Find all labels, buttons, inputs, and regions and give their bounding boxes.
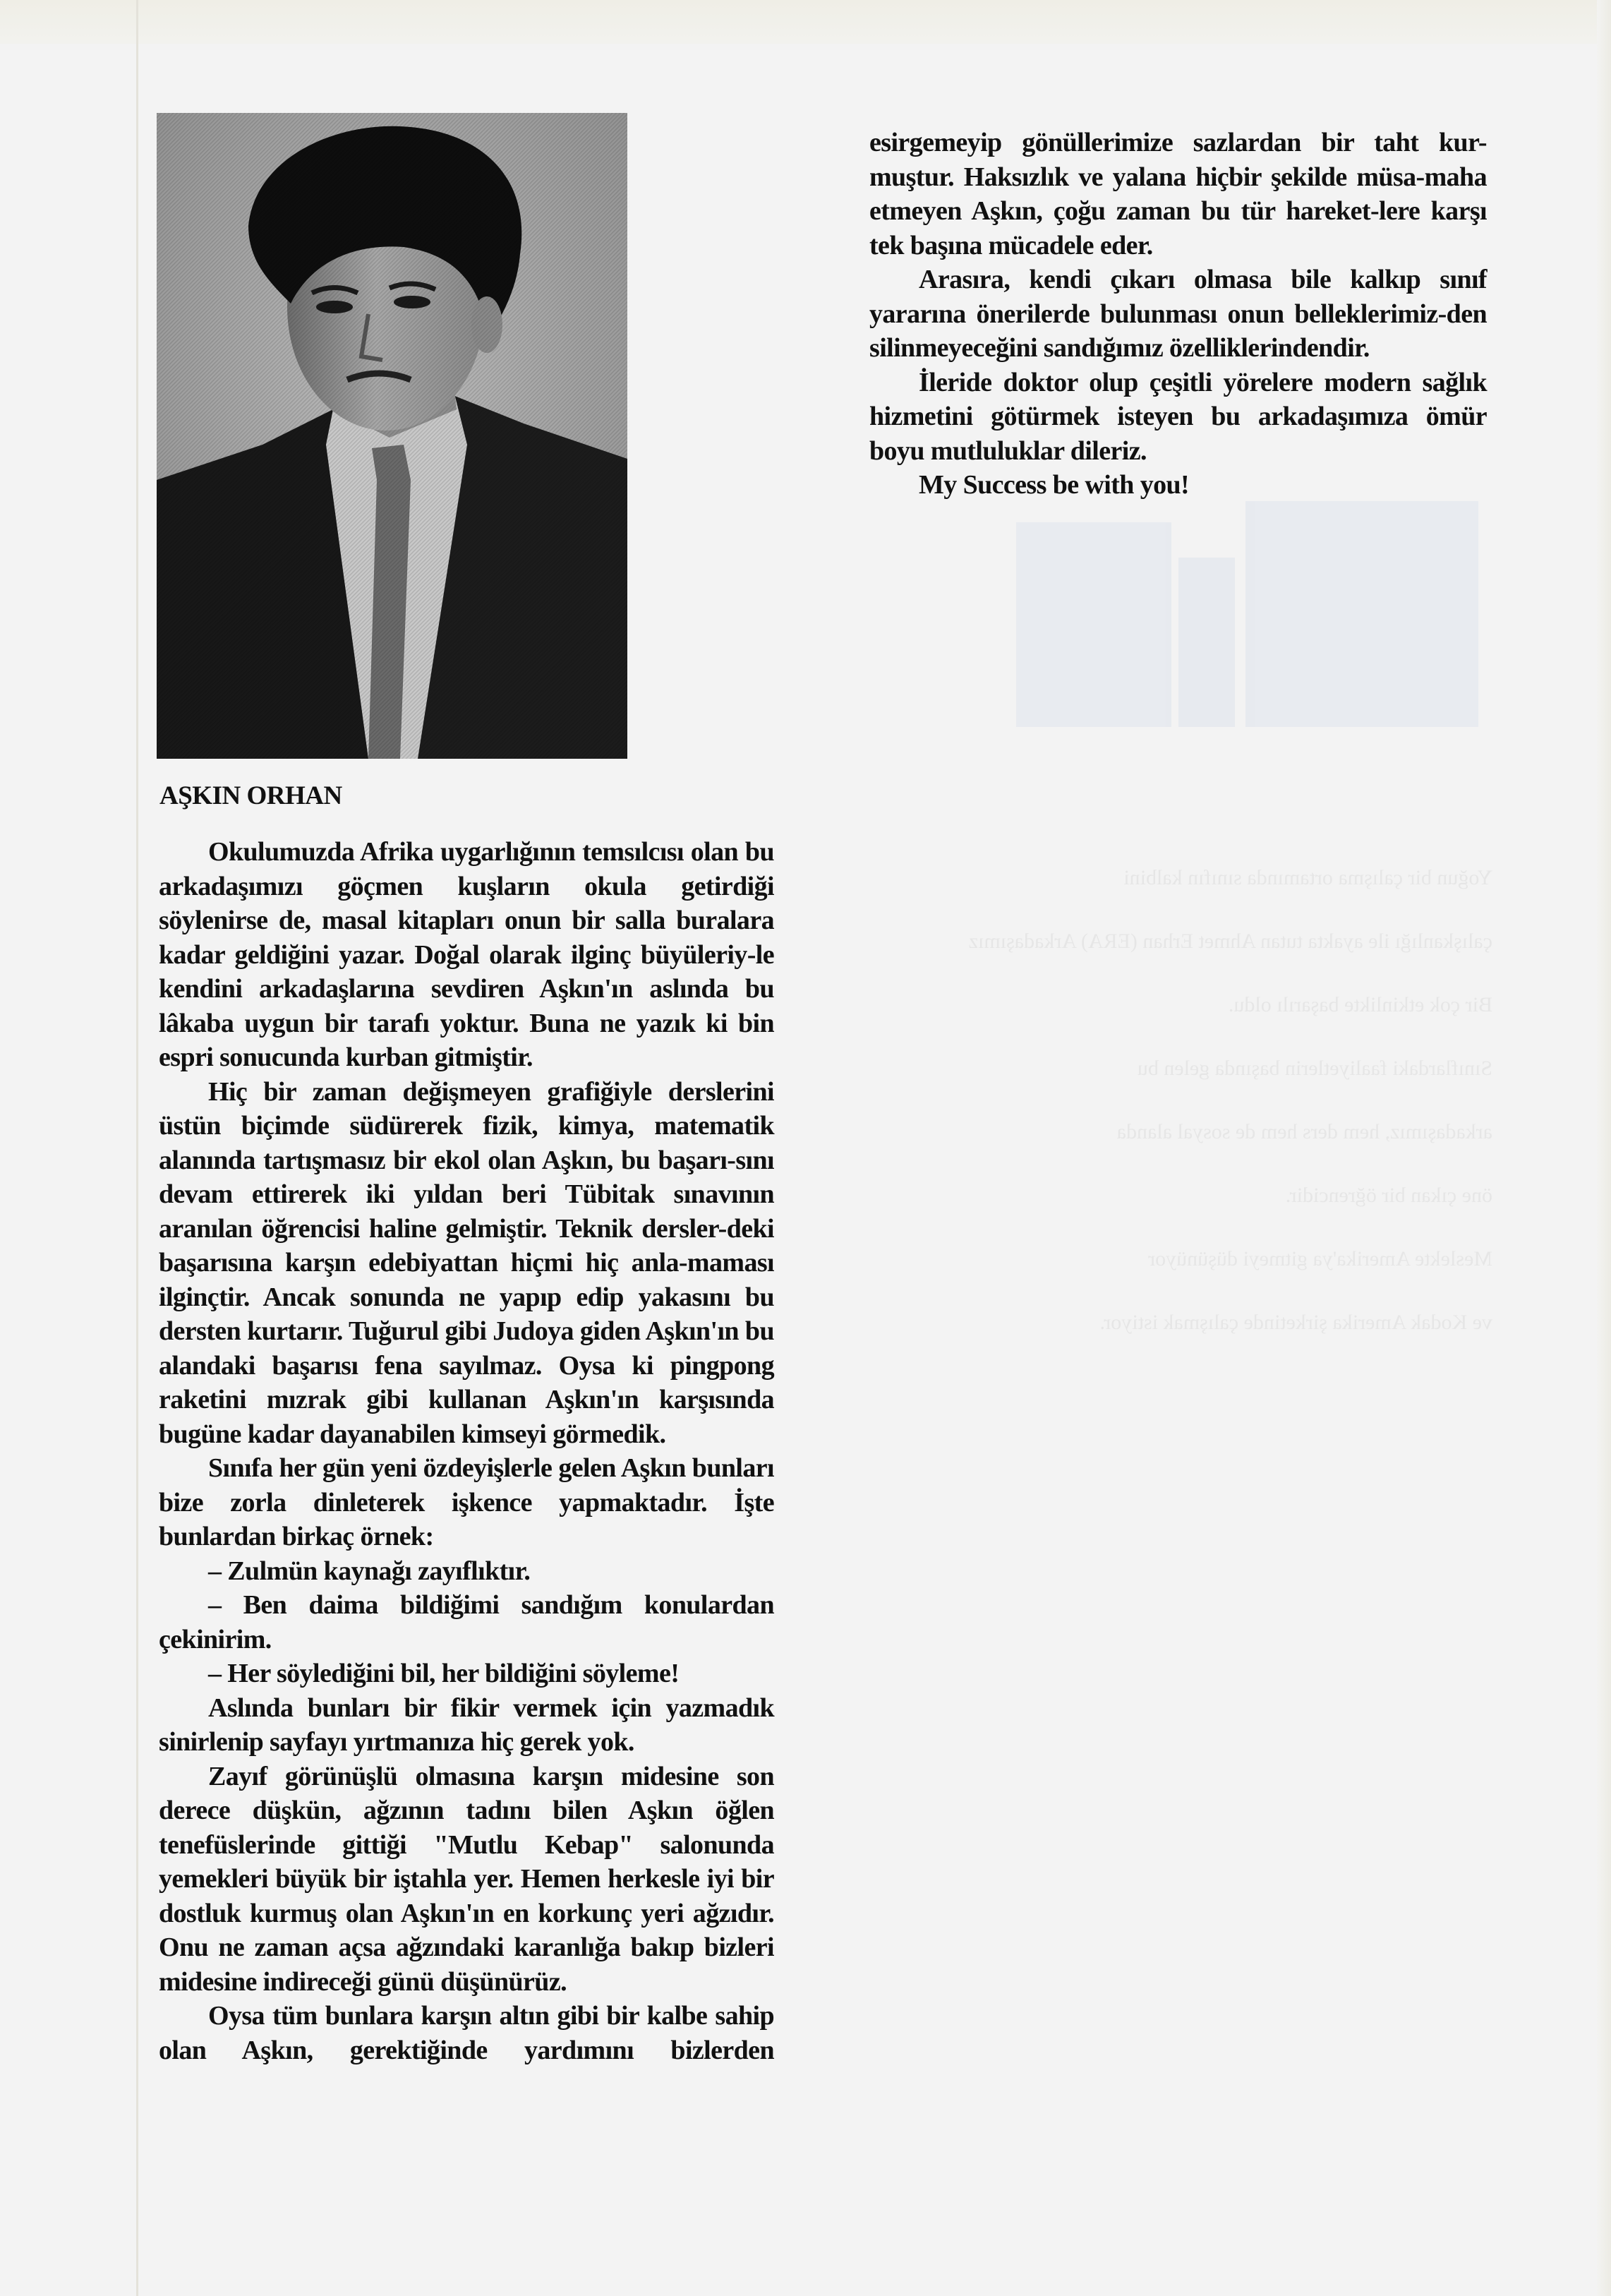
paragraph: Arasıra, kendi çıkarı olmasa bile kalkıp sınıf yararına önerilerde bulunması onun belleklerimiz-den silinmeyeceğini sandığımız özelliklerindendir. bbox=[869, 265, 1487, 363]
paragraph: Aslında bunları bir fikir vermek için yazmadık sinirlenip sayfayı yırtmanıza hiç gerek yok. bbox=[159, 1693, 774, 1757]
bleed-through-line: çalışkanlığı ile ayakta tutan Ahmet Erhan (ERA) Arkadaşımız bbox=[968, 930, 1492, 953]
bleed-through-image bbox=[1002, 494, 1496, 727]
portrait-image bbox=[157, 113, 627, 759]
paragraph: Oysa tüm bunlara karşın altın gibi bir kalbe sahip olan Aşkın, gerektiğinde yardımını bizlerden bbox=[159, 2001, 774, 2065]
portrait-photo bbox=[157, 113, 627, 759]
bleed-through-line: arkadaşımız, hem ders hem de sosyal alanda bbox=[1116, 1120, 1492, 1143]
article-left-column bbox=[159, 835, 774, 2067]
paragraph: esirgemeyip gönüllerimize sazlardan bir taht kur-muştur. Haksızlık ve yalana hiçbir şekilde müsa-maha etmeyen Aşkın, çoğu zaman bu tür hareket-lere karşı tek başına mücadele eder. bbox=[869, 128, 1487, 260]
paragraph: Zayıf görünüşlü olmasına karşın midesine son derece düşkün, ağzının tadını bilen Aşkın öğlen tenefüslerinde gittiği "Mutlu Kebap" salonunda yemekleri büyük bir iştahla yer. Hemen herkesle iyi bir dostluk kurmuş olan Aşkın'ın en korkunç yeri ağzıdır. Onu ne zaman açsa ağzındaki karanlığa bakıp bizleri midesine indireceği günü düşünürüz. bbox=[159, 1761, 774, 1997]
paragraph: Okulumuzda Afrika uygarlığının temsılcısı olan bu arkadaşımızı göçmen kuşların okula getirdiği söylenirse de, masal kitapları onun bir salla buralara kadar geldiğini yazar. Doğal olarak ilginç büyüleriy-le kendini arkadaşlarına sevdiren Aşkın'ın aslında bu lâkaba uygun bir tarafı yoktur. Buna ne yazık ki bin espri sonucunda kurban gitmiştir. bbox=[159, 837, 774, 1072]
signoff-line: My Success be with you! bbox=[919, 470, 1190, 500]
bleed-through-line: Sınıflardaki faaliyetlerin başında gelen bu bbox=[1137, 1057, 1492, 1080]
paragraph: İleride doktor olup çeşitli yörelere modern sağlık hizmetini götürmek isteyen bu arkadaşımıza ömür boyu mutluluklar dileriz. bbox=[869, 367, 1487, 466]
person-name-heading: AŞKIN ORHAN bbox=[159, 781, 342, 810]
bleed-through-line: Bir çok etkinlikte başarılı oldu. bbox=[1228, 993, 1492, 1016]
quote-item: – Zulmün kaynağı zayıflıktır. bbox=[208, 1556, 531, 1586]
quote-item: – Her söylediğini bil, her bildiğini söyleme! bbox=[208, 1659, 680, 1688]
paragraph: Sınıfa her gün yeni özdeyişlerle gelen Aşkın bunları bize zorla dinleterek işkence yapmaktadır. İşte bunlardan birkaç örnek: bbox=[159, 1453, 774, 1551]
article-right-column bbox=[869, 126, 1487, 503]
binding-edge bbox=[136, 0, 138, 2296]
bleed-through-line: ve Kodak Amerika şirketinde çalışmak istiyor. bbox=[1099, 1311, 1492, 1334]
page-top-strip bbox=[0, 0, 1611, 44]
bleed-through-line: Yoğun bir çalışma ortamında sınıfın kalbini bbox=[1123, 866, 1492, 889]
bleed-through-line: Meslekte Amerika'ya gitmeyi düşünüyor bbox=[1148, 1247, 1492, 1270]
page-right-edge bbox=[1597, 0, 1611, 2296]
quote-item: – Ben daima bildiğimi sandığım konulardan çekinirim. bbox=[159, 1590, 774, 1654]
bleed-through-line: öne çıkan bir öğrencidir. bbox=[1285, 1184, 1492, 1207]
paragraph: Hiç bir zaman değişmeyen grafiğiyle derslerini üstün biçimde südürerek fizik, kimya, matematik alanında tartışmasız bir ekol olan Aşkın, bu başarı-sını devam ettirerek iki yıldan beri Tübitak sınavının aranılan öğrencisi haline gelmiştir. Teknik dersler-deki başarısına karşın edebiyattan hiçmi hiç anla-maması ilginçtir. Ancak sonunda ne yapıp edip yakasını bu dersten kurtarır. Tuğurul gibi Judoya giden Aşkın'ın bu alandaki başarısı fena sayılmaz. Oysa ki pingpong raketini mızrak gibi kullanan Aşkın'ın karşısında bugüne kadar dayanabilen kimseyi görmedik. bbox=[159, 1076, 774, 1449]
